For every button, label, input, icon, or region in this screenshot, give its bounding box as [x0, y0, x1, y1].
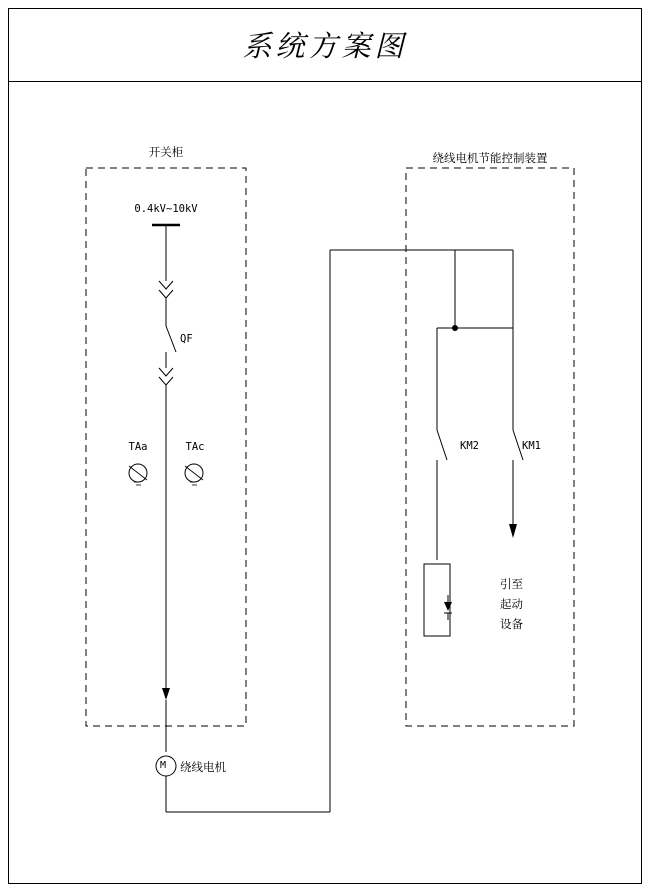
switchgear-panel-label: 开关柜 [148, 145, 184, 159]
to-start-device-line-1: 引至 [500, 577, 523, 591]
lower-isolator-chevron-1 [159, 368, 173, 376]
upper-isolator-chevron-1 [159, 281, 173, 289]
motor-symbol-label: M [160, 760, 167, 771]
feeder-arrow-head [162, 688, 170, 700]
page-title: 系统方案图 [242, 29, 408, 63]
supply-voltage-label: 0.4kV~10kV [134, 203, 198, 215]
km1-arrow-head [509, 524, 517, 538]
lower-isolator-chevron-2 [159, 377, 173, 385]
upper-isolator-chevron-2 [159, 290, 173, 298]
resistor-box [424, 564, 450, 636]
breaker-label: QF [180, 333, 193, 345]
contactor-km2-label: KM2 [460, 440, 479, 452]
controller-panel-label: 绕线电机节能控制装置 [432, 151, 548, 165]
controller-panel-boundary [406, 168, 574, 726]
thyristor-triangle [444, 602, 452, 611]
km2-contact-arm [437, 430, 447, 460]
junction-dot [452, 325, 458, 331]
ct-c-label: TAc [185, 441, 205, 453]
ct-a-label: TAa [128, 441, 148, 453]
breaker-contact-arm [166, 326, 176, 352]
ct-a-slash [129, 466, 147, 480]
to-start-device-line-2: 起动 [500, 597, 523, 611]
contactor-km1-label: KM1 [522, 440, 541, 452]
motor-label: 绕线电机 [180, 760, 226, 774]
ct-c-slash [185, 466, 203, 480]
to-start-device-line-3: 设备 [500, 617, 523, 631]
